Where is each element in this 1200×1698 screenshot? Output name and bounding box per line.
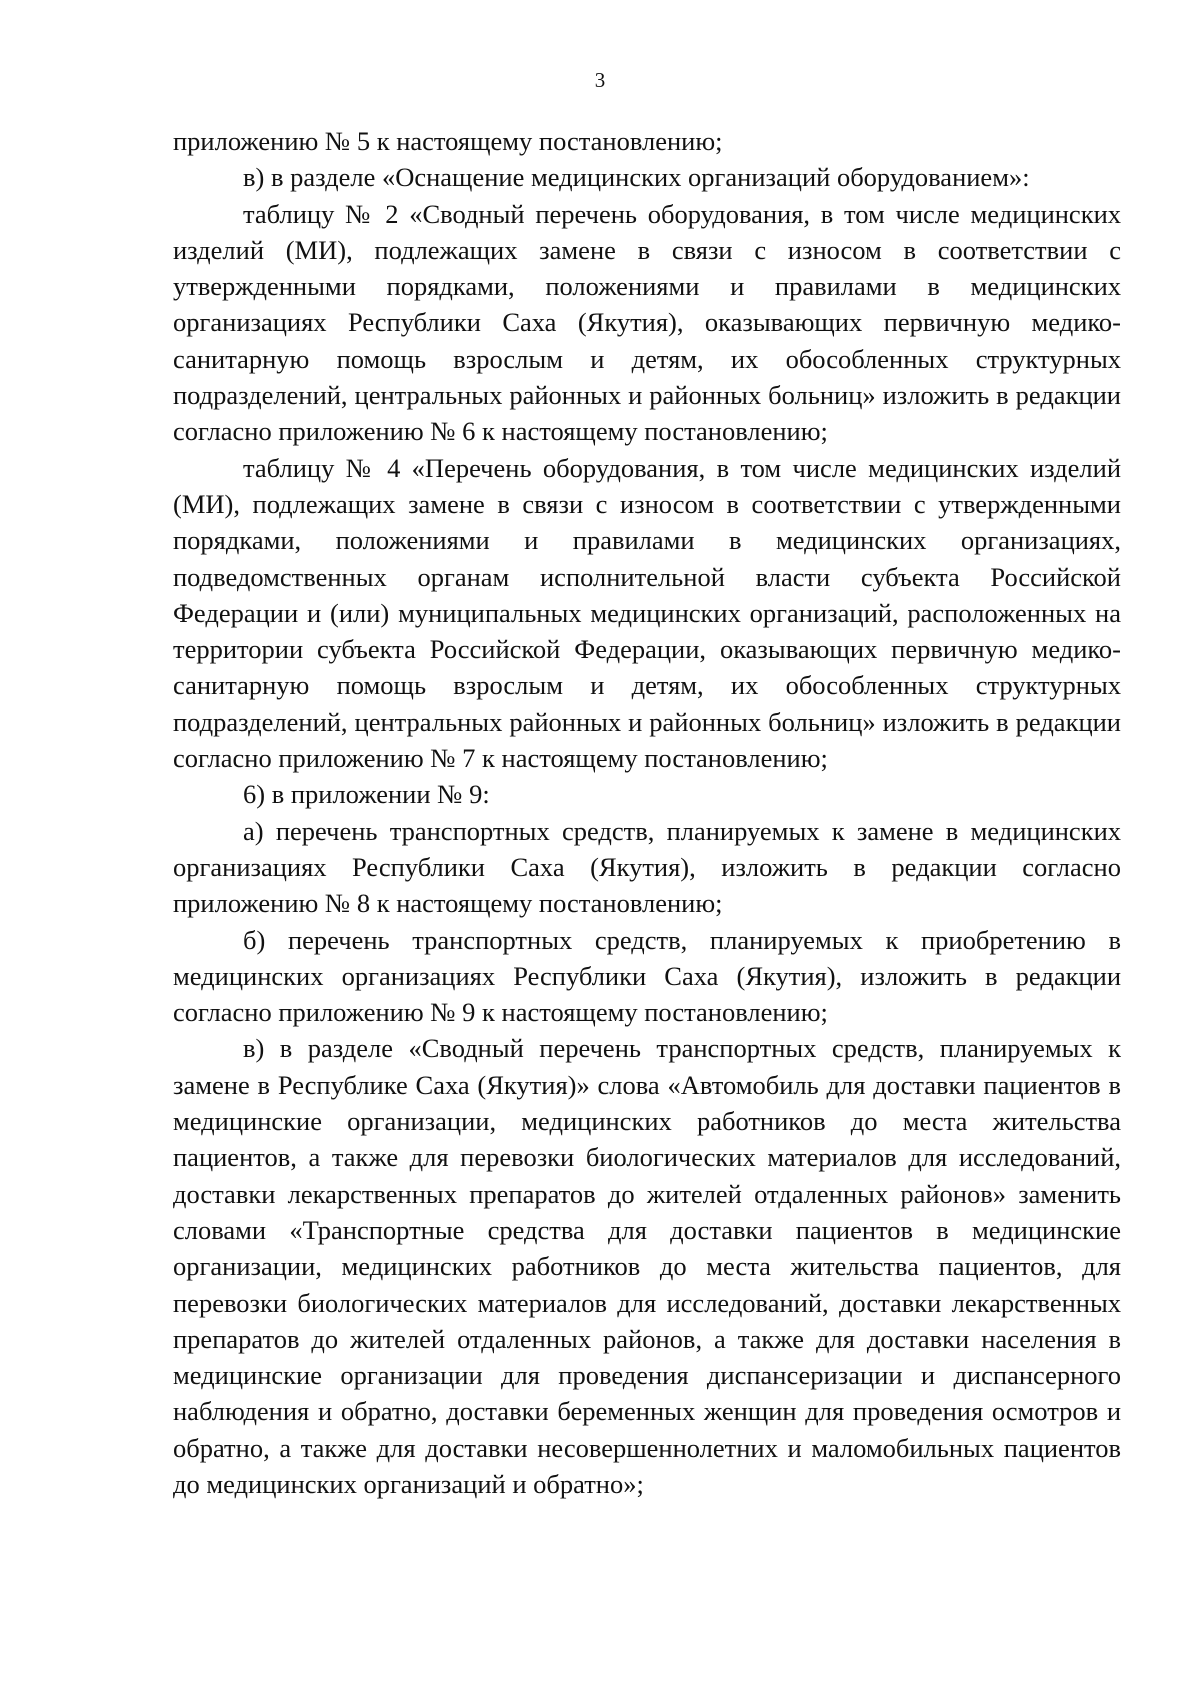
paragraph-item-6-appendix-9: 6) в приложении № 9: [243, 779, 490, 810]
document-body [173, 123, 1121, 1502]
page-number: 3 [594, 68, 606, 92]
paragraph-item-v-equipment: в) в разделе «Оснащение медицинских организаций оборудованием»: [243, 162, 1030, 193]
paragraph-item-v-transport: в) в разделе «Сводный перечень транспортных средств, планируемых к замене в Республике Саха (Якутия)» слова «Автомобиль для доставки пациентов в медицинские организации, медицинских работников до места жительства пациентов, а также для перевозки биологических материалов для исследований, доставки лекарственных препаратов до жителей отдаленных районов» заменить словами «Транспортные средства для доставки пациентов в медицинские организации, медицинских работников до места жительства пациентов, для перевозки биологических материалов для исследований, доставки лекарственных препаратов до жителей отдаленных районов, а также для доставки населения в медицинские организации для проведения диспансеризации и диспансерного наблюдения и обратно, доставки беременных женщин для проведения осмотров и обратно, а также для доставки несовершеннолетних и маломобильных пациентов до медицинских организаций и обратно»; [173, 1033, 1121, 1499]
paragraph-item-a-replacement: а) перечень транспортных средств, планируемых к замене в медицинских организациях Республики Саха (Якутия), изложить в редакции согласно приложению № 8 к настоящему постановлению; [173, 815, 1121, 919]
paragraph-table-4: таблицу № 4 «Перечень оборудования, в том числе медицинских изделий (МИ), подлежащих замене в связи с износом в соответствии с утвержденными порядками, положениями и правилами в медицинских организациях, подведомственных органам исполнительной власти субъекта Российской Федерации и (или) муниципальных медицинских организаций, расположенных на территории субъекта Российской Федерации, оказывающих первичную медико-санитарную помощь взрослым и детям, их обособленных структурных подразделений, центральных районных и районных больниц» изложить в редакции согласно приложению № 7 к настоящему постановлению; [173, 452, 1121, 774]
paragraph-table-2: таблицу № 2 «Сводный перечень оборудования, в том числе медицинских изделий (МИ), подлежащих замене в связи с износом в соответствии с утвержденными порядками, положениями и правилами в медицинских организациях Республики Саха (Якутия), оказывающих первичную медико-санитарную помощь взрослым и детям, их обособленных структурных подразделений, центральных районных и районных больниц» изложить в редакции согласно приложению № 6 к настоящему постановлению; [173, 198, 1121, 447]
paragraph-continuation: приложению № 5 к настоящему постановлению; [173, 126, 723, 156]
paragraph-item-b-acquisition: б) перечень транспортных средств, планируемых к приобретению в медицинских организациях Республики Саха (Якутия), изложить в редакции согласно приложению № 9 к настоящему постановлению; [173, 924, 1121, 1028]
